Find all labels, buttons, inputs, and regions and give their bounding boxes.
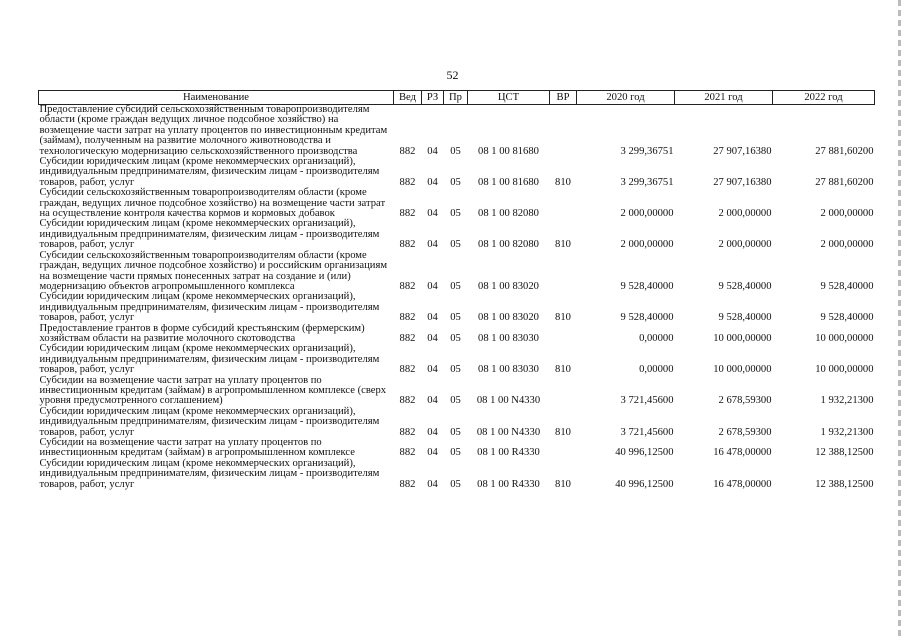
header-vr: ВР bbox=[550, 91, 577, 105]
header-pr: Пр bbox=[444, 91, 468, 105]
table-header bbox=[39, 91, 875, 105]
cell-ved: 882 bbox=[399, 239, 416, 251]
cell-name: Субсидии юридическим лицам (кроме некоммерческих организаций), индивидуальным предпринимателям, физическим лицам - производителям товаров, работ, услуг bbox=[39, 291, 380, 324]
table-row bbox=[39, 188, 875, 219]
cell-vr: 810 bbox=[555, 312, 571, 324]
cell-rz: 04 bbox=[427, 176, 438, 188]
cell-y2022: 2 000,00000 bbox=[820, 239, 874, 251]
cell-rz: 04 bbox=[427, 312, 438, 324]
cell-y2020: 9 528,40000 bbox=[620, 312, 674, 324]
header-ved: Вед bbox=[394, 91, 422, 105]
header-2020: 2020 год bbox=[577, 91, 675, 105]
cell-y2022: 10 000,00000 bbox=[815, 332, 874, 344]
cell-y2020: 2 000,00000 bbox=[620, 208, 674, 220]
cell-vr bbox=[550, 376, 577, 407]
cell-y2020: 40 996,12500 bbox=[615, 478, 674, 490]
table-row bbox=[39, 459, 875, 490]
table-row bbox=[39, 292, 875, 323]
cell-y2022: 12 388,12500 bbox=[815, 478, 874, 490]
cell-y2020: 0,00000 bbox=[639, 332, 674, 344]
cell-ved: 882 bbox=[399, 364, 416, 376]
cell-ved: 882 bbox=[399, 208, 416, 220]
header-cst: ЦСТ bbox=[468, 91, 550, 105]
page-number: 52 bbox=[446, 68, 459, 82]
cell-y2021: 27 907,16380 bbox=[713, 145, 772, 157]
cell-cst: 08 1 00 82080 bbox=[478, 208, 539, 220]
cell-vr: 810 bbox=[555, 364, 571, 376]
cell-y2020: 40 996,12500 bbox=[615, 447, 674, 459]
header-2021: 2021 год bbox=[675, 91, 773, 105]
cell-y2020: 3 299,36751 bbox=[620, 176, 674, 188]
cell-y2022: 10 000,00000 bbox=[815, 364, 874, 376]
cell-y2020: 3 299,36751 bbox=[620, 145, 674, 157]
cell-cst: 08 1 00 N4330 bbox=[476, 395, 541, 407]
cell-y2021: 2 678,59300 bbox=[718, 426, 772, 438]
cell-pr: 05 bbox=[450, 280, 461, 292]
cell-vr: 810 bbox=[555, 176, 571, 188]
cell-pr: 05 bbox=[450, 364, 461, 376]
table-row bbox=[39, 376, 875, 407]
cell-ved: 882 bbox=[399, 332, 416, 344]
scan-edge bbox=[898, 0, 901, 640]
cell-name: Субсидии на возмещение части затрат на уплату процентов по инвестиционным кредитам (займам) в агропромышленном комплексе bbox=[39, 437, 355, 459]
cell-name: Субсидии сельскохозяйственным товаропроизводителям области (кроме граждан, ведущих личное подсобное хозяйство) на возмещение части затрат на осуществление контроля качества кормов и кормовых добавок bbox=[39, 187, 386, 220]
cell-y2021: 10 000,00000 bbox=[713, 332, 772, 344]
cell-rz: 04 bbox=[427, 478, 438, 490]
cell-cst: 08 1 00 R4330 bbox=[477, 478, 540, 490]
cell-y2022: 9 528,40000 bbox=[820, 280, 874, 292]
cell-cst: 08 1 00 81680 bbox=[478, 176, 539, 188]
cell-name: Субсидии юридическим лицам (кроме некоммерческих организаций), индивидуальным предпринимателям, физическим лицам - производителям товаров, работ, услуг bbox=[39, 343, 380, 376]
cell-y2020: 0,00000 bbox=[639, 364, 674, 376]
cell-y2021: 2 000,00000 bbox=[718, 239, 772, 251]
cell-cst: 08 1 00 82080 bbox=[478, 239, 539, 251]
cell-cst: 08 1 00 83030 bbox=[478, 364, 539, 376]
cell-rz: 04 bbox=[427, 426, 438, 438]
cell-y2022: 1 932,21300 bbox=[820, 426, 874, 438]
table-body bbox=[39, 105, 875, 491]
cell-cst: 08 1 00 R4330 bbox=[477, 447, 540, 459]
cell-pr: 05 bbox=[450, 395, 461, 407]
table-row bbox=[39, 251, 875, 293]
cell-y2021: 16 478,00000 bbox=[713, 478, 772, 490]
cell-vr bbox=[550, 105, 577, 158]
cell-rz: 04 bbox=[427, 447, 438, 459]
cell-y2022: 9 528,40000 bbox=[820, 312, 874, 324]
cell-pr: 05 bbox=[450, 332, 461, 344]
cell-ved: 882 bbox=[399, 478, 416, 490]
cell-pr: 05 bbox=[450, 478, 461, 490]
cell-ved: 882 bbox=[399, 280, 416, 292]
cell-pr: 05 bbox=[450, 208, 461, 220]
cell-rz: 04 bbox=[427, 332, 438, 344]
cell-cst: 08 1 00 83030 bbox=[478, 332, 539, 344]
cell-rz: 04 bbox=[427, 145, 438, 157]
cell-pr: 05 bbox=[450, 176, 461, 188]
cell-rz: 04 bbox=[427, 208, 438, 220]
cell-rz: 04 bbox=[427, 395, 438, 407]
header-2022: 2022 год bbox=[773, 91, 875, 105]
cell-y2020: 9 528,40000 bbox=[620, 280, 674, 292]
cell-pr: 05 bbox=[450, 447, 461, 459]
cell-ved: 882 bbox=[399, 145, 416, 157]
cell-ved: 882 bbox=[399, 426, 416, 438]
table-row bbox=[39, 105, 875, 158]
table-row bbox=[39, 157, 875, 188]
cell-cst: 08 1 00 N4330 bbox=[476, 426, 541, 438]
cell-cst: 08 1 00 83020 bbox=[478, 280, 539, 292]
cell-pr: 05 bbox=[450, 426, 461, 438]
cell-y2021: 2 678,59300 bbox=[718, 395, 772, 407]
cell-y2021: 16 478,00000 bbox=[713, 447, 772, 459]
cell-y2020: 3 721,45600 bbox=[620, 395, 674, 407]
cell-y2022: 12 388,12500 bbox=[815, 447, 874, 459]
cell-y2022: 1 932,21300 bbox=[820, 395, 874, 407]
cell-y2022: 27 881,60200 bbox=[815, 176, 874, 188]
cell-pr: 05 bbox=[450, 239, 461, 251]
cell-vr: 810 bbox=[555, 478, 571, 490]
cell-y2021: 9 528,40000 bbox=[718, 312, 772, 324]
header-rz: РЗ bbox=[422, 91, 444, 105]
cell-vr bbox=[550, 188, 577, 219]
cell-ved: 882 bbox=[399, 395, 416, 407]
cell-y2020: 2 000,00000 bbox=[620, 239, 674, 251]
cell-ved: 882 bbox=[399, 176, 416, 188]
table-row bbox=[39, 344, 875, 375]
cell-rz: 04 bbox=[427, 364, 438, 376]
cell-y2021: 9 528,40000 bbox=[718, 280, 772, 292]
cell-rz: 04 bbox=[427, 280, 438, 292]
cell-ved: 882 bbox=[399, 312, 416, 324]
cell-name: Субсидии юридическим лицам (кроме некоммерческих организаций), индивидуальным предпринимателям, физическим лицам - производителям товаров, работ, услуг bbox=[39, 156, 380, 188]
table-row bbox=[39, 438, 875, 459]
cell-vr: 810 bbox=[555, 239, 571, 251]
cell-y2021: 10 000,00000 bbox=[713, 364, 772, 376]
header-name: Наименование bbox=[39, 91, 394, 105]
cell-vr bbox=[550, 251, 577, 293]
cell-name: Субсидии юридическим лицам (кроме некоммерческих организаций), индивидуальным предпринимателям, физическим лицам - производителям товаров, работ, услуг bbox=[39, 457, 380, 490]
cell-name: Субсидии юридическим лицам (кроме некоммерческих организаций), индивидуальным предпринимателям, физическим лицам - производителям товаров, работ, услуг bbox=[39, 218, 380, 251]
cell-pr: 05 bbox=[450, 145, 461, 157]
cell-name: Субсидии сельскохозяйственным товаропроизводителям области (кроме граждан, ведущих личное подсобное хозяйство) и российским организациям на возмещение части прямых понесенных затрат на создание и (или) модернизацию объектов агропромышленного комплекса bbox=[39, 249, 388, 292]
cell-cst: 08 1 00 83020 bbox=[478, 312, 539, 324]
cell-vr: 810 bbox=[555, 426, 571, 438]
cell-cst: 08 1 00 81680 bbox=[478, 145, 539, 157]
cell-y2020: 3 721,45600 bbox=[620, 426, 674, 438]
cell-y2021: 27 907,16380 bbox=[713, 176, 772, 188]
cell-ved: 882 bbox=[399, 447, 416, 459]
table-row bbox=[39, 324, 875, 345]
cell-rz: 04 bbox=[427, 239, 438, 251]
cell-y2021: 2 000,00000 bbox=[718, 208, 772, 220]
cell-y2022: 27 881,60200 bbox=[815, 145, 874, 157]
table-row bbox=[39, 219, 875, 250]
cell-pr: 05 bbox=[450, 312, 461, 324]
cell-vr bbox=[550, 438, 577, 459]
cell-name: Субсидии на возмещение части затрат на уплату процентов по инвестиционным кредитам (займам) в агропромышленном комплексе (сверх уровня предусмотренного соглашением) bbox=[39, 374, 387, 407]
table-row bbox=[39, 407, 875, 438]
budget-table bbox=[38, 90, 875, 490]
cell-name: Предоставление грантов в форме субсидий крестьянским (фермерским) хозяйствам области на развитие молочного скотоводства bbox=[39, 322, 365, 344]
cell-name: Субсидии юридическим лицам (кроме некоммерческих организаций), индивидуальным предпринимателям, физическим лицам - производителям товаров, работ, услуг bbox=[39, 405, 380, 438]
cell-vr bbox=[550, 324, 577, 345]
cell-y2022: 2 000,00000 bbox=[820, 208, 874, 220]
cell-name: Предоставление субсидий сельскохозяйственным товаропроизводителям области (кроме граждан ведущих личное подсобное хозяйство) на возмещение части затрат на уплату процентов по инвестиционным кредитам (займам), полученным на развитие молочного животноводства и технологическую модернизацию сельскохозяйственного производства bbox=[39, 104, 388, 157]
